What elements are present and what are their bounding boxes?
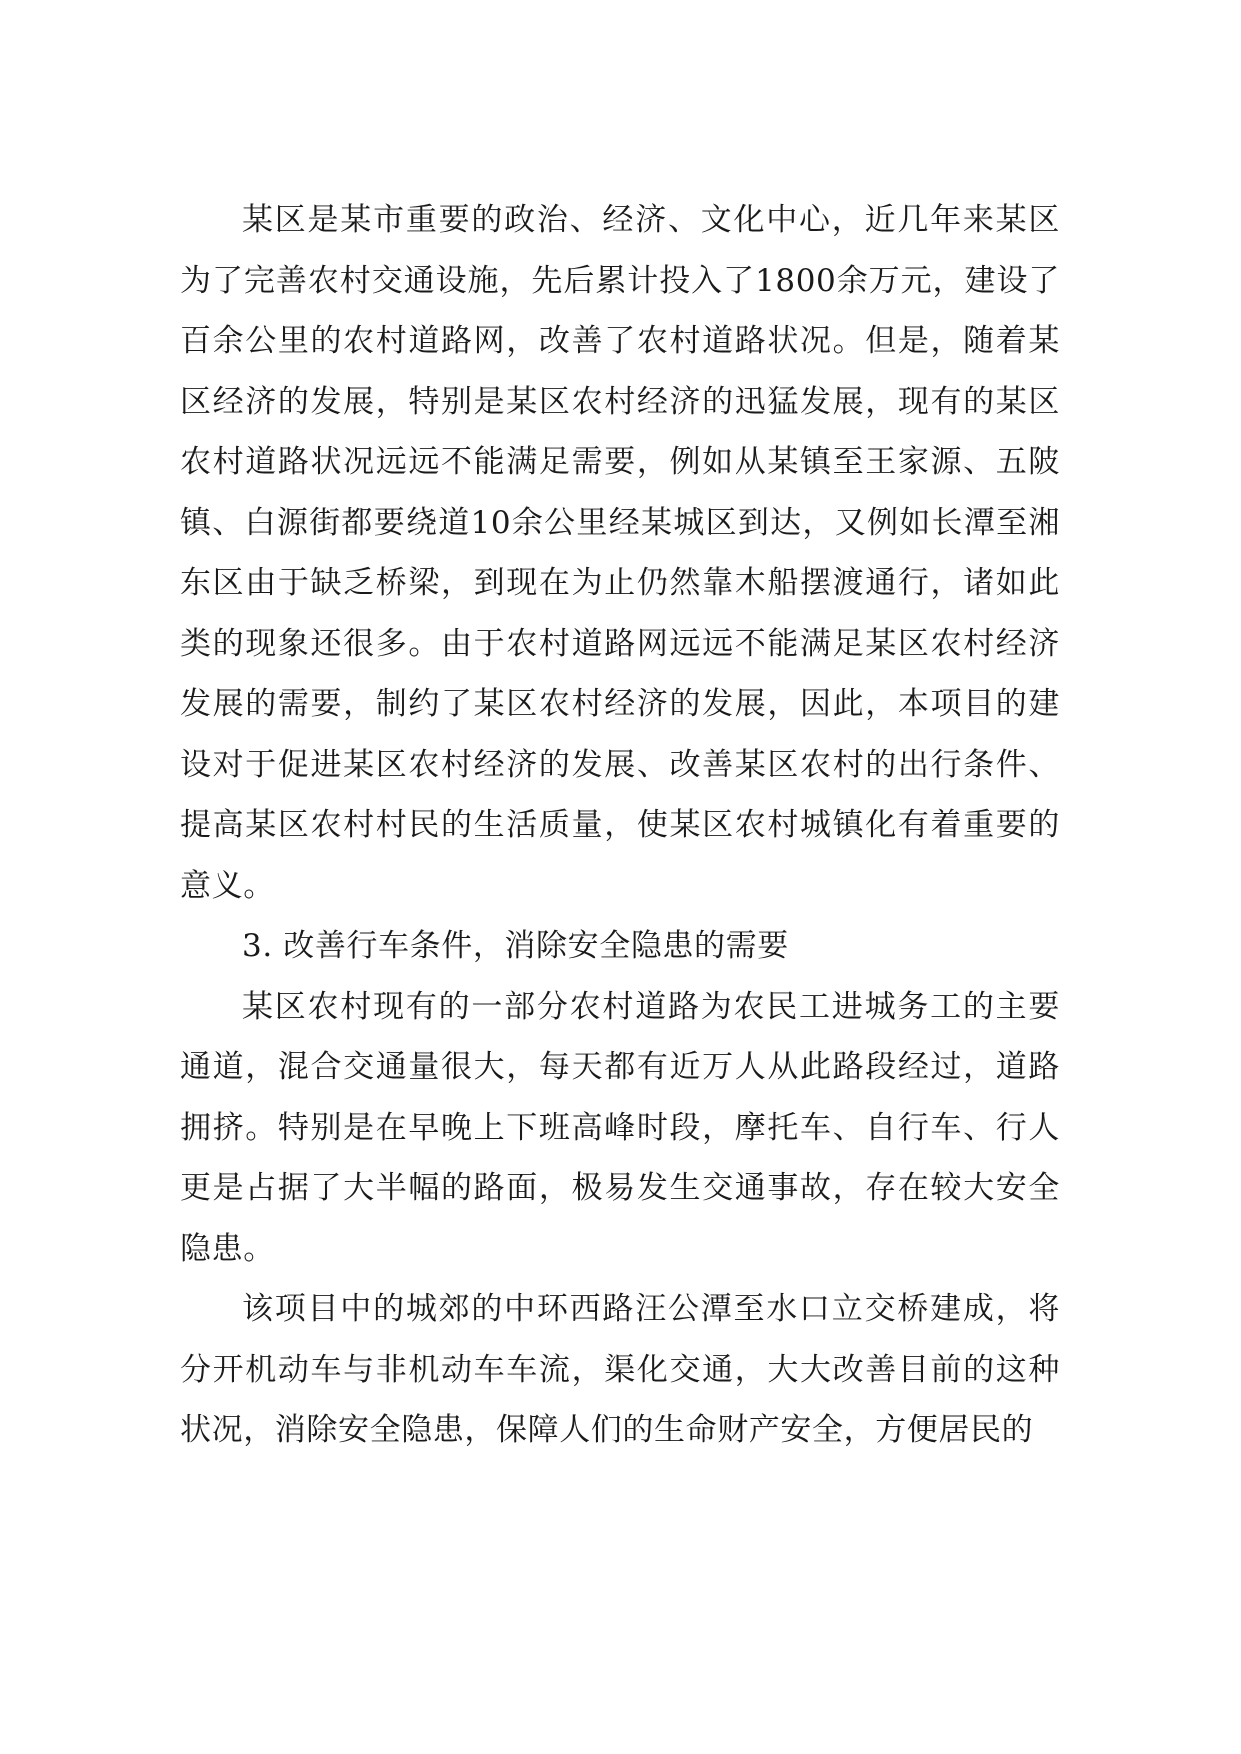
paragraph-safety: 某区农村现有的一部分农村道路为农民工进城务工的主要通道，混合交通量很大，每天都有近万人从此路段经过，道路拥挤。特别是在早晚上下班高峰时段，摩托车、自行车、行人更是占据了大半幅的路面，极易发生交通事故，存在较大安全隐患。 [180,988,1060,1267]
paragraph-project: 该项目中的城郊的中环西路汪公潭至水口立交桥建成，将分开机动车与非机动车车流，渠化交通，大大改善目前的这种状况，消除安全隐患，保障人们的生命财产安全，方便居民的 [180,1291,1060,1448]
section-heading: 3. 改善行车条件，消除安全隐患的需要 [242,928,789,964]
document-body [180,190,1060,1461]
paragraph-background: 某区是某市重要的政治、经济、文化中心，近几年来某区为了完善农村交通设施，先后累计投入了1800余万元，建设了百余公里的农村道路网，改善了农村道路状况。但是，随着某区经济的发展，特别是某区农村经济的迅猛发展，现有的某区农村道路状况远远不能满足需要，例如从某镇至王家源、五陂镇、白源街都要绕道10余公里经某城区到达，又例如长潭至湘东区由于缺乏桥梁，到现在为止仍然靠木船摆渡通行，诸如此类的现象还很多。由于农村道路网远远不能满足某区农村经济发展的需要，制约了某区农村经济的发展，因此，本项目的建设对于促进某区农村经济的发展、改善某区农村的出行条件、提高某区农村村民的生活质量，使某区农村城镇化有着重要的意义。 [180,202,1060,904]
